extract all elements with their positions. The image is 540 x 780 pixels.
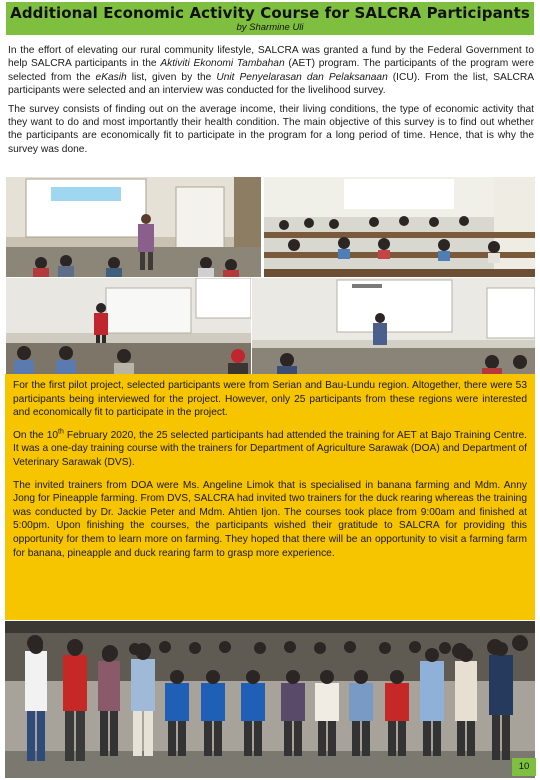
page-number: 10 bbox=[512, 758, 536, 776]
intro-paragraph-2: The survey consists of finding out on the average income, their living conditions, the type of economic activity that they want to do and most importantly their health condition. The main objective of this survey is to find out whether the participants are economically fit to participate in the program for a long period of time. Hence, that is why the survey was done. bbox=[8, 103, 534, 155]
highlight-box bbox=[5, 374, 535, 620]
article-byline: by Sharmine Uli bbox=[236, 22, 304, 33]
photo-group bbox=[5, 621, 535, 778]
photo-trainer-presentation bbox=[6, 278, 251, 374]
box-paragraph-1: For the first pilot project, selected participants were from Serian and Bau-Lundu region. Altogether, there were 53 participants being interviewed for the project. However, only 25 participants from these regions were interested and economically fit to participate in the project. bbox=[13, 380, 527, 419]
box-paragraph-3: The invited trainers from DOA were Ms. Angeline Limok that is specialised in banana farming and Mdm. Anny Jong for Pineapple farming. From DVS, SALCRA had invited two trainers for the duck rearing whereas the training was conducted by Dr. Jackie Peter and Mdm. Ahtien Ijon. The courses took place from 9:00am and finished at 5:00pm. Upon finishing the courses, the participants wished their gratitude to SALCRA for providing this opportunity for them to learn more on farming. They hoped that there will be an opportunity to visit a farming farm for banana, pineapple and duck rearing farm to grasp more experience. bbox=[13, 479, 527, 559]
title-banner bbox=[6, 2, 534, 35]
intro-paragraph-1: In the effort of elevating our rural community lifestyle, SALCRA was granted a fund by the Federal Government to help SALCRA participants in the Aktiviti Ekonomi Tambahan (AET) program. The participants of the program were selected from the eKasih list, given by the Unit Penyelarasan dan Pelaksanaan (ICU). From the list, SALCRA participants were selected and an interview was conducted for the livelihood survey. bbox=[8, 45, 535, 97]
photo-training-presenter bbox=[6, 177, 261, 277]
article-title: Additional Economic Activity Course for SALCRA Participants bbox=[10, 4, 530, 22]
intro-text bbox=[8, 44, 534, 161]
box-paragraph-2: On the 10th February 2020, the 25 selected participants had attended the training for AET at Bajo Training Centre. It was a one-day training course with the trainers for Department of Agriculture Sarawak (DOA) and Department of Veterinary Sarawak (DVS). bbox=[13, 428, 527, 468]
photo-trainer-projector bbox=[252, 278, 535, 374]
photo-classroom-participants bbox=[264, 177, 535, 277]
